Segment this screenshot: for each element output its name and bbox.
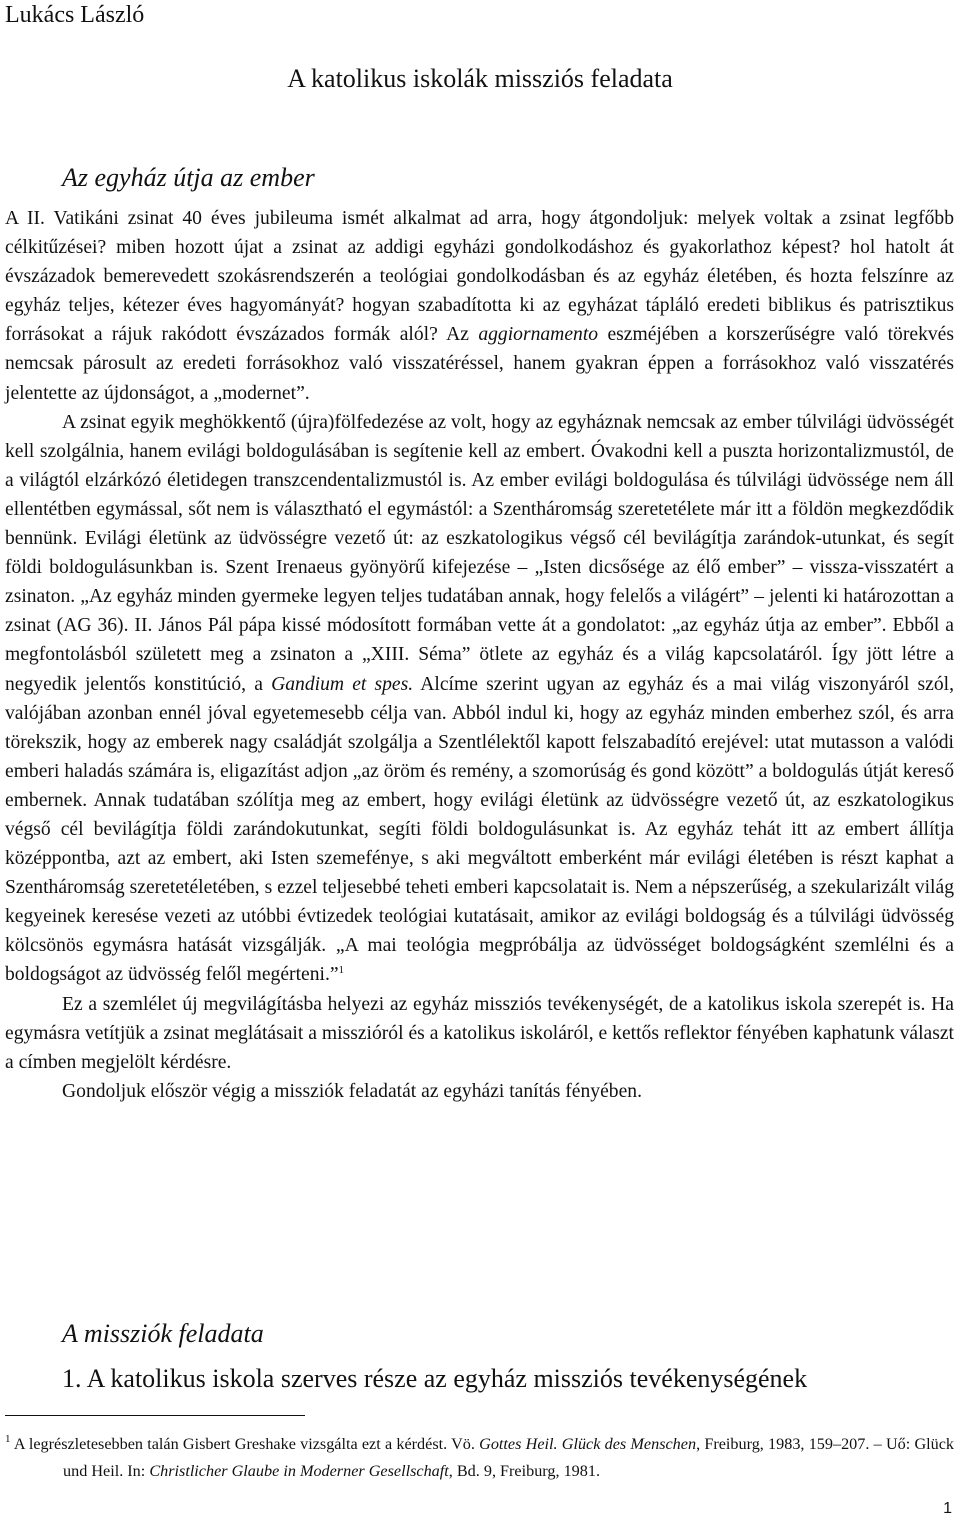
italic-text: aggiornamento bbox=[478, 324, 599, 346]
paragraph bbox=[5, 204, 954, 408]
body-text bbox=[5, 204, 954, 1106]
italic-text: Gottes Heil. Glück des Menschen bbox=[479, 1435, 697, 1453]
footnote-number: 1 bbox=[5, 1433, 11, 1445]
text-run: Alcíme szerint ugyan az egyház és a mai világ viszonyáról szól, valójában azonban ennél jóval egyetemesebb célja van. Abból indul ki, hogy az egyház minden emberhez szól, és arra törekszik, hogy az emberek nagy családját szolgálja a Szentlélektől kapott felszabadító erejével: utat mutasson a valódi emberi haladás számára is, eligazítást adjon „az öröm és remény, a szomorúság és gond között” a boldogulás útját kereső embernek. Annak tudatában szólítja meg az embert, hogy evilági életünk az üdvösségre vezető út, az eszkatologikus végső cél bevilágítja földi zarándokutunkat, segíti földi boldogulásunkat is. Az egyház tehát itt az embert állítja középpontba, azt az embert, aki Isten szemefénye, s aki megváltott emberként már evilági életében is részt kaphat a Szentháromság szeretetéletében, s ezzel teljesebbé teheti emberi kapcsolatait is. Nem a népszerűség, a szekularizált világ kegyeinek keresése vezeti az utóbbi évtizedek teológiai kutatásait, amikor az evilági boldogság és a túlvilági üdvösség kölcsönös egymásra hatását vizsgálják. „A mai teológia megpróbálja az üdvösséget boldogságként szemlélni és a boldogságot az üdvösség felől megérteni.” bbox=[5, 673, 954, 986]
text-run: , Bd. 9, Freiburg, 1981. bbox=[448, 1461, 601, 1480]
footnote-ref: 1 bbox=[338, 964, 345, 977]
paragraph bbox=[5, 1077, 954, 1106]
subsection-title: 1. A katolikus iskola szerves része az egyház missziós tevékenységének bbox=[62, 1364, 808, 1393]
paragraph bbox=[5, 408, 954, 990]
section-title-ember: Az egyház útja az ember bbox=[62, 163, 315, 192]
paragraph bbox=[5, 990, 954, 1077]
text-run: A legrészletesebben talán Gisbert Greshake vizsgálta ezt a kérdést. Vö. bbox=[10, 1435, 480, 1453]
text-run: A zsinat egyik meghökkentő (újra)fölfedezése az volt, hogy az egyháznak nemcsak az ember túlvilági üdvösségét kell szolgálnia, hanem evilági boldogulásában is segítenie kell az embert. Óvakodni kell a puszta horizontalizmustól, de a világtól elzárkózó életidegen transzcendentalizmustól is. Az ember evilági boldogulása és túlvilági üdvössége nem áll ellentétben egymással, sőt nem is választható el egymástól: a Szentháromság szeretetélete már itt a földön megkezdődik bennünk. Evilági életünk az üdvösségre vezető út: az eszkatologikus végső cél bevilágítja zarándok-utunkat, és segít földi boldogulásunkban is. Szent Irenaeus gyönyörű kifejezése – „Isten dicsősége az élő ember” – vissza-visszatért a zsinaton. „Az egyház minden gyermeke legyen teljes tudatában annak, hogy felelős a világért” – jelenti ki határozottan a zsinat (AG 36). II. János Pál pápa kissé módosított formában vette át a gondolatot: „az egyház útja az ember”. Ebből a megfontolásból született meg a zsinaton a „XIII. Séma” ötlete az egyház és a világ kapcsolatáról. Így jött létre a negyedik jelentős konstitúció, a bbox=[5, 411, 954, 695]
author-name: Lukács László bbox=[5, 2, 145, 28]
text-run: , Freiburg, 1983, 159–207. – Uő: Glück und Heil. In: bbox=[63, 1435, 955, 1480]
text-run: eszméjében a korszerűségre való törekvés nemcsak párosult az eredeti forrásokhoz való visszatéréssel, hanem gyakran éppen a forrásokhoz való visszatérés jelentette az újdonságot, a „modernet”. bbox=[5, 324, 954, 404]
footnote bbox=[5, 1431, 954, 1485]
section-title-missziok: A missziók feladata bbox=[62, 1319, 264, 1348]
text-run: Gondoljuk először végig a missziók feladatát az egyházi tanítás fényében. bbox=[62, 1080, 642, 1102]
italic-text: Christlicher Glaube in Moderner Gesellschaft bbox=[149, 1461, 449, 1480]
italic-text: Gandium et spes. bbox=[271, 673, 414, 695]
text-run: A II. Vatikáni zsinat 40 éves jubileuma ismét alkalmat ad arra, hogy átgondoljuk: melyek voltak a zsinat legfőbb célkitűzései? miben hozott újat a zsinat az addigi egyházi gondolkodáshoz és gyakorlathoz képest? hol hatolt át évszázadok bemerevedett szokásrendszerén a teológiai gondolkodásban és az egyház életében, és hozta felszínre az egyház teljes, kétezer éves hagyományát? hogyan szabadította ki az egyházat tápláló eredeti biblikus és patrisztikus forrásokat a rájuk rakódott évszázados formák alól? Az bbox=[5, 208, 954, 346]
document-title: A katolikus iskolák missziós feladata bbox=[287, 64, 673, 93]
page-number: 1 bbox=[943, 1500, 952, 1517]
footnote-divider bbox=[5, 1415, 305, 1416]
text-run: Ez a szemlélet új megvilágításba helyezi az egyház missziós tevékenységét, de a katolikus iskola szerepét is. Ha egymásra vetítjük a zsinat meglátásait a misszióról és a katolikus iskoláról, e kettős reflektor fényében kaphatunk választ a címben megjelölt kérdésre. bbox=[5, 993, 954, 1073]
